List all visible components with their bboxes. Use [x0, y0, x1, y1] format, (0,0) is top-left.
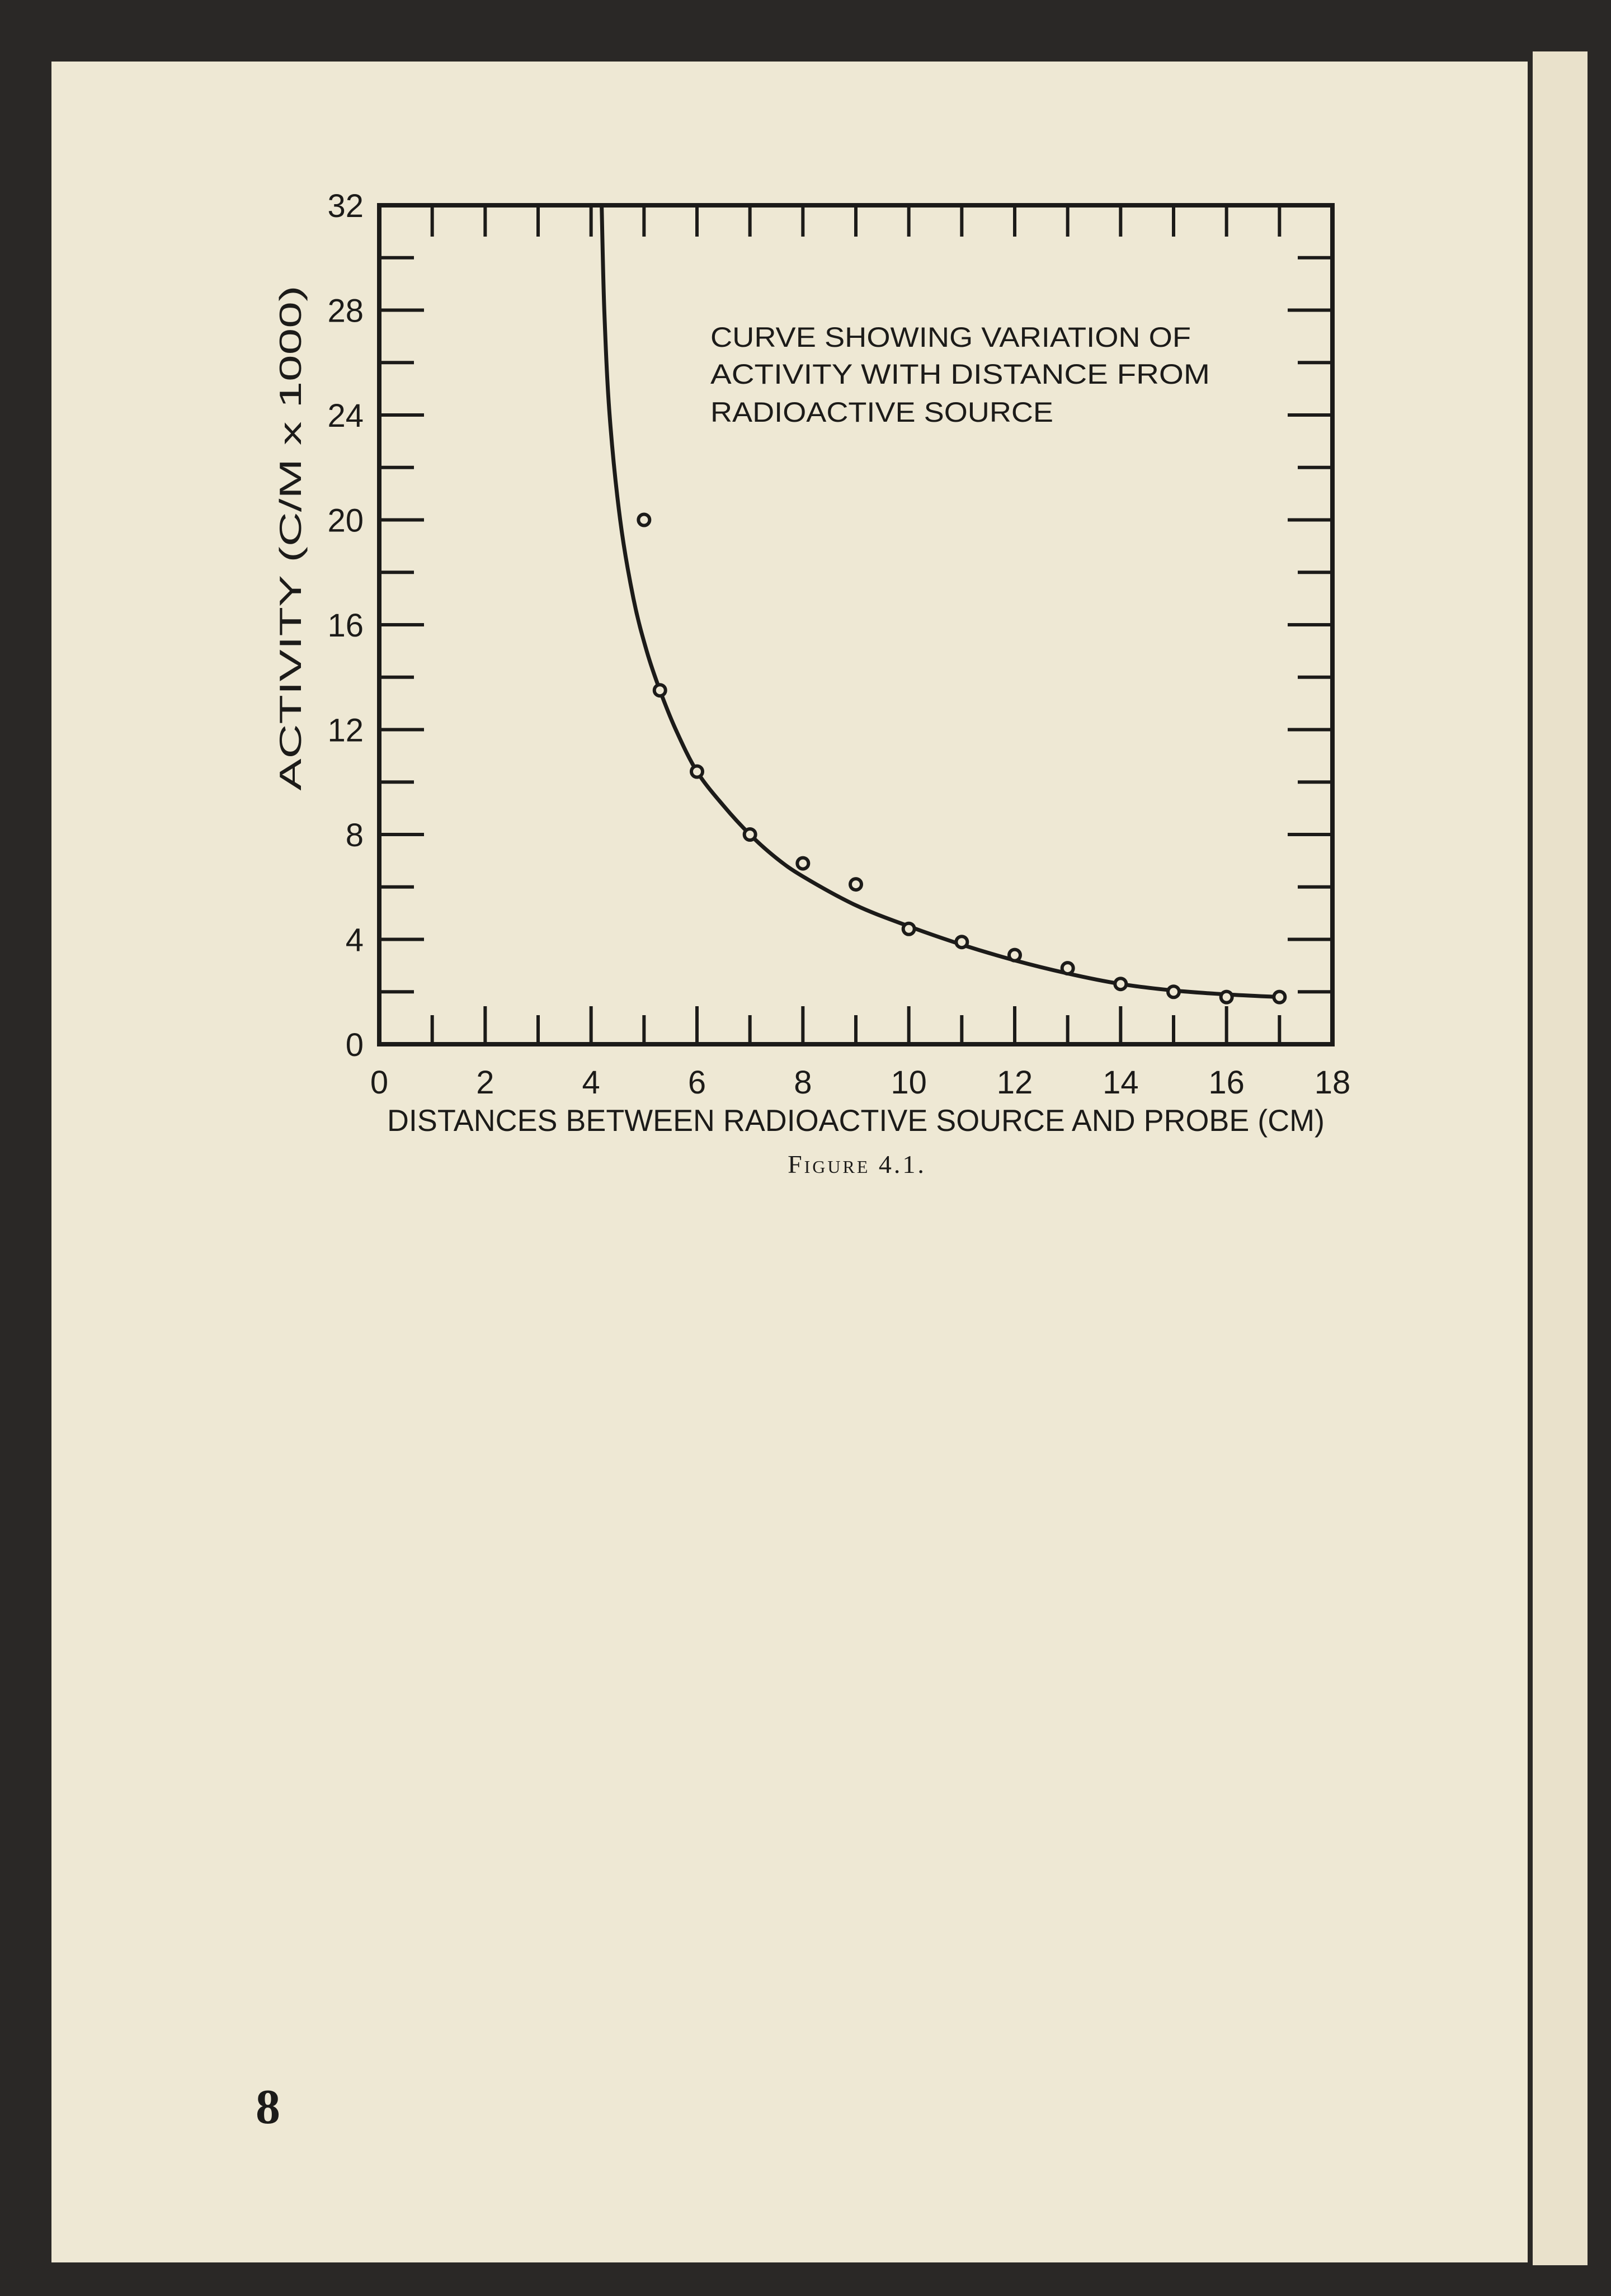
page-number: 8	[256, 2080, 280, 2134]
data-point	[654, 685, 666, 696]
data-point	[691, 766, 703, 777]
y-tick-label: 12	[327, 712, 364, 749]
data-point	[1274, 992, 1285, 1003]
data-point	[1115, 978, 1126, 989]
annotation-line-1: CURVE SHOWING VARIATION OF	[710, 322, 1191, 353]
data-point	[1009, 950, 1020, 961]
y-tick-label: 32	[327, 188, 364, 224]
y-tick-label: 24	[327, 398, 364, 434]
data-point	[745, 829, 756, 840]
y-tick-label: 8	[345, 817, 364, 854]
x-tick-label: 0	[370, 1064, 389, 1101]
data-point	[1062, 963, 1073, 974]
x-tick-label: 6	[687, 1064, 706, 1101]
y-tick-label: 16	[327, 607, 364, 644]
y-tick-label: 4	[345, 922, 364, 959]
annotation-line-2: ACTIVITY WITH DISTANCE FROM	[710, 359, 1210, 390]
x-tick-label: 4	[582, 1064, 600, 1101]
annotation-line-3: RADIOACTIVE SOURCE	[710, 397, 1053, 428]
x-axis-title: DISTANCES BETWEEN RADIOACTIVE SOURCE AND PROBE (CM)	[387, 1103, 1325, 1138]
data-point	[797, 858, 808, 869]
x-tick-label: 12	[996, 1064, 1033, 1101]
y-tick-label: 28	[327, 293, 364, 329]
data-point	[1168, 986, 1179, 997]
data-point	[903, 923, 915, 935]
x-tick-label: 14	[1103, 1064, 1139, 1101]
x-tick-label: 8	[794, 1064, 812, 1101]
data-point	[956, 936, 967, 947]
adjacent-page-edge	[1533, 51, 1588, 2265]
figure-caption: Figure 4.1.	[788, 1150, 926, 1178]
y-tick-label: 0	[345, 1027, 364, 1063]
x-tick-label: 10	[891, 1064, 927, 1101]
x-tick-label: 2	[476, 1064, 494, 1101]
data-point	[850, 879, 861, 890]
data-point	[638, 515, 649, 526]
x-tick-label: 18	[1314, 1064, 1351, 1101]
data-point	[1221, 992, 1232, 1003]
x-tick-label: 16	[1208, 1064, 1245, 1101]
y-axis-title: ACTIVITY (C/M x 1000)	[273, 466, 308, 791]
y-tick-label: 20	[327, 502, 364, 539]
